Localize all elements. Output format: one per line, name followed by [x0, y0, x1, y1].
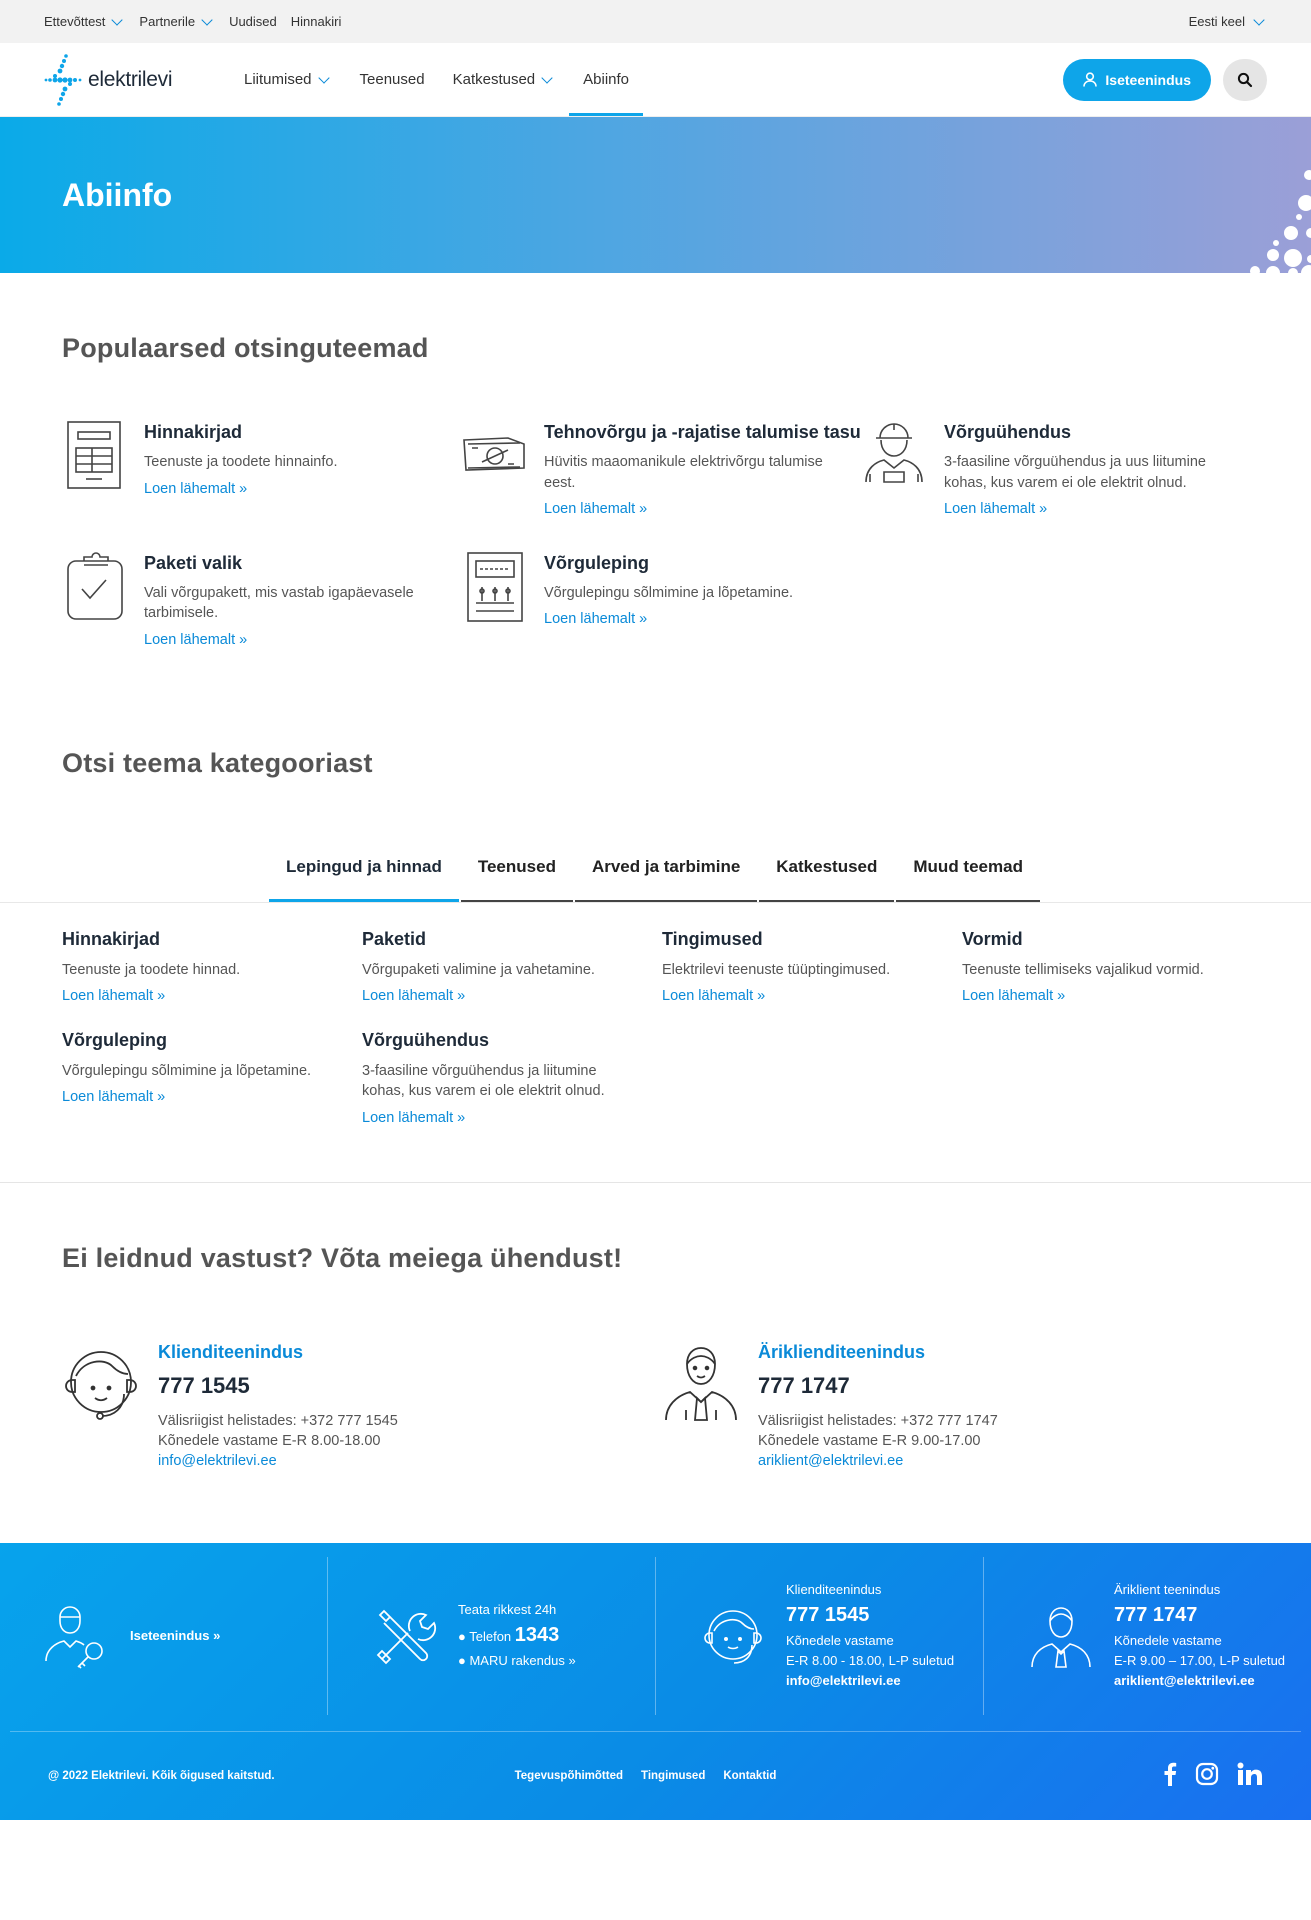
- section-title: Populaarsed otsinguteemad: [62, 333, 429, 363]
- footer-links: [515, 1770, 777, 1782]
- topbar-link-news[interactable]: [229, 14, 277, 29]
- search-button[interactable]: [1223, 59, 1267, 101]
- category-items-grid: [62, 929, 1249, 1126]
- footer-report-fault: [328, 1557, 656, 1715]
- category-item-title: Hinnakirjad: [62, 928, 161, 949]
- worker-icon: [862, 416, 926, 496]
- tab-lepingud-ja-hinnad[interactable]: Lepingud ja hinnad: [269, 849, 459, 902]
- meter-contract-icon: [462, 547, 526, 627]
- tab-muud-teemad[interactable]: Muud teemad: [896, 849, 1040, 902]
- topbar-link-label: Ettevõttest: [44, 14, 106, 29]
- nav-item-label: Abiinfo: [583, 71, 630, 88]
- topbar-link-partner[interactable]: [139, 14, 215, 29]
- topic-description: Hüvitis maaomanikule elektrivõrgu talumise eest.: [544, 454, 823, 491]
- topic-card: [62, 547, 462, 648]
- topic-description: Võrgulepingu sõlmimine ja lõpetamine.: [544, 585, 794, 602]
- self-service-button[interactable]: [1063, 59, 1211, 101]
- footer-business-title: Äriklient teenindus: [1114, 1581, 1221, 1597]
- user-key-icon: [42, 1601, 112, 1671]
- decorative-dots-icon: [1221, 163, 1311, 273]
- category-item-title: Vormid: [962, 928, 1023, 949]
- footer-business-hours-label: Kõnedele vastame: [1114, 1633, 1222, 1649]
- header-actions: [1063, 59, 1267, 101]
- read-more-link[interactable]: Loen lähemalt »: [962, 988, 1066, 1005]
- footer-business-phone[interactable]: 777 1747: [1114, 1604, 1198, 1627]
- self-service-label: Iseteenindus: [1105, 71, 1191, 88]
- footer-bottom: [10, 1731, 1301, 1820]
- topic-description: Vali võrgupakett, mis vastab igapäevasele tarbimisele.: [144, 585, 414, 622]
- nav-item-abiinfo[interactable]: [569, 43, 643, 116]
- tab-arved-ja-tarbimine[interactable]: Arved ja tarbimine: [575, 849, 757, 902]
- business-person-icon: [1026, 1601, 1096, 1671]
- contact-grid: [62, 1342, 1249, 1469]
- read-more-link[interactable]: Loen lähemalt »: [362, 988, 466, 1005]
- footer: [0, 1543, 1311, 1820]
- contact-hours: Kõnedele vastame E-R 9.00-17.00: [758, 1432, 981, 1449]
- footer-report-phone[interactable]: ● Telefon 1343: [458, 1624, 560, 1647]
- read-more-link[interactable]: Loen lähemalt »: [62, 988, 166, 1005]
- social-links: [1163, 1762, 1263, 1789]
- read-more-link[interactable]: Loen lähemalt »: [144, 631, 248, 648]
- main-nav: [230, 43, 643, 116]
- footer-link-terms[interactable]: Tingimused: [641, 1769, 706, 1782]
- category-tabs: [0, 849, 1311, 903]
- category-item: [62, 929, 362, 1004]
- read-more-link[interactable]: Loen lähemalt »: [544, 611, 648, 628]
- category-item-description: Võrgulepingu sõlmimine ja lõpetamine.: [62, 1063, 312, 1080]
- footer-self-service: [0, 1557, 328, 1715]
- category-item-description: Teenuste tellimiseks vajalikud vormid.: [962, 961, 1204, 978]
- logo-lightning-icon: [44, 52, 82, 108]
- page-title: Abiinfo: [62, 177, 173, 213]
- contact-card-customer: [62, 1342, 662, 1469]
- topbar-link-label: Partnerile: [139, 14, 196, 29]
- category-item-description: Teenuste ja toodete hinnad.: [62, 961, 241, 978]
- hero-banner: [0, 117, 1311, 273]
- business-person-icon: [662, 1342, 740, 1426]
- topic-card: [462, 416, 862, 517]
- topic-card: [862, 416, 1262, 517]
- read-more-link[interactable]: Loen lähemalt »: [362, 1109, 466, 1126]
- topic-card: [62, 416, 462, 517]
- search-icon: [1237, 72, 1253, 88]
- read-more-link[interactable]: Loen lähemalt »: [62, 1089, 166, 1106]
- read-more-link[interactable]: Loen lähemalt »: [144, 480, 248, 497]
- contact-email-link[interactable]: ariklient@elektrilevi.ee: [758, 1452, 904, 1469]
- footer-customer-text: [786, 1580, 954, 1692]
- copyright-text: @ 2022 Elektrilevi. Kõik õigused kaitstud.: [48, 1769, 275, 1782]
- chevron-down-icon: [318, 72, 329, 83]
- instagram-icon[interactable]: [1195, 1762, 1219, 1789]
- category-item-title: Võrguühendus: [362, 1030, 489, 1051]
- main-header: [0, 43, 1311, 117]
- tools-icon: [370, 1601, 440, 1671]
- category-item: [362, 929, 662, 1004]
- footer-maru-app-label: MARU rakendus »: [469, 1653, 576, 1669]
- footer-self-service-link[interactable]: Iseteenindus »: [130, 1627, 221, 1643]
- utility-bar: [0, 0, 1311, 43]
- nav-item-teenused[interactable]: [346, 43, 439, 116]
- category-item-description: 3-faasiline võrguühendus ja liitumine kohas, kus varem ei ole elektrit olnud.: [362, 1063, 605, 1100]
- topic-title: Võrguleping: [544, 552, 649, 573]
- read-more-link[interactable]: Loen lähemalt »: [662, 988, 766, 1005]
- topic-description: Teenuste ja toodete hinnainfo.: [144, 454, 338, 471]
- contact-card-business: [662, 1342, 1262, 1469]
- footer-customer-phone[interactable]: 777 1545: [786, 1604, 870, 1627]
- utility-links: [44, 14, 349, 29]
- contact-hours: Kõnedele vastame E-R 8.00-18.00: [158, 1432, 381, 1449]
- user-icon: [1083, 72, 1097, 87]
- footer-customer-title: Klienditeenindus: [786, 1581, 882, 1597]
- topic-title: Paketi valik: [144, 552, 243, 573]
- price-list-icon: [62, 416, 126, 496]
- contact-abroad-phone: Välisriigist helistades: +372 777 1545: [158, 1412, 398, 1429]
- topbar-link-company[interactable]: [44, 14, 125, 29]
- language-label: Eesti keel: [1188, 14, 1245, 29]
- chevron-down-icon: [1253, 14, 1264, 25]
- footer-customer-email[interactable]: info@elektrilevi.ee: [786, 1673, 901, 1689]
- topbar-link-pricelist[interactable]: [291, 14, 342, 29]
- read-more-link[interactable]: Loen lähemalt »: [944, 500, 1048, 517]
- banknote-icon: [462, 416, 526, 496]
- footer-columns: [0, 1543, 1311, 1731]
- contact-section: [0, 1183, 1311, 1543]
- category-item-description: Elektrilevi teenuste tüüptingimused.: [662, 961, 891, 978]
- contact-abroad-phone: Välisriigist helistades: +372 777 1747: [758, 1412, 998, 1429]
- category-item-title: Tingimused: [662, 928, 763, 949]
- logo-text: elektrilevi: [88, 67, 173, 91]
- footer-phone-number: 1343: [514, 1624, 560, 1647]
- headset-agent-icon: [62, 1342, 140, 1426]
- contact-title: Klienditeenindus: [158, 1341, 304, 1362]
- tab-katkestused[interactable]: Katkestused: [759, 849, 894, 902]
- linkedin-icon[interactable]: [1237, 1762, 1263, 1789]
- topic-card: [462, 547, 862, 648]
- footer-phone-label: Telefon: [469, 1629, 512, 1645]
- footer-business-service: [984, 1557, 1311, 1715]
- category-item: [662, 929, 962, 1004]
- chevron-down-icon: [201, 14, 212, 25]
- facebook-icon[interactable]: [1163, 1762, 1177, 1789]
- footer-link-policy[interactable]: Tegevuspõhimõtted: [514, 1769, 624, 1782]
- footer-business-text: [1114, 1580, 1285, 1692]
- nav-item-liitumised[interactable]: [230, 43, 346, 116]
- contact-phone[interactable]: 777 1545: [158, 1372, 250, 1398]
- section-title: Otsi teema kategooriast: [62, 747, 373, 778]
- footer-business-hours: E-R 9.00 – 17.00, L-P suletud: [1114, 1653, 1286, 1669]
- logo[interactable]: [44, 52, 204, 108]
- footer-report-title: Teata rikkest 24h: [458, 1602, 557, 1618]
- footer-link-contacts[interactable]: Kontaktid: [723, 1769, 777, 1782]
- read-more-link[interactable]: Loen lähemalt »: [544, 500, 648, 517]
- category-search: [0, 648, 1311, 1126]
- tab-teenused[interactable]: Teenused: [461, 849, 573, 902]
- nav-item-label: Liitumised: [244, 71, 312, 88]
- topic-description: 3-faasiline võrguühendus ja uus liitumine kohas, kus varem ei ole elektrit olnud.: [944, 454, 1206, 491]
- nav-item-katkestused[interactable]: [439, 43, 570, 116]
- chevron-down-icon: [541, 72, 552, 83]
- category-item-title: Paketid: [362, 928, 427, 949]
- contact-title: Äriklienditeenindus: [758, 1341, 926, 1362]
- topbar-link-label: Hinnakiri: [290, 14, 342, 29]
- footer-customer-hours-label: Kõnedele vastame: [786, 1633, 894, 1649]
- clipboard-check-icon: [62, 547, 126, 627]
- topbar-link-label: Uudised: [229, 14, 277, 29]
- category-item-description: Võrgupaketi valimine ja vahetamine.: [362, 961, 595, 978]
- footer-report-text: [458, 1600, 576, 1671]
- nav-item-label: Teenused: [359, 71, 425, 88]
- popular-topics-grid: [62, 416, 1249, 648]
- topic-title: Tehnovõrgu ja -rajatise talumise tasu: [544, 422, 861, 442]
- topic-title: Võrguühendus: [944, 422, 1071, 442]
- footer-business-email[interactable]: ariklient@elektrilevi.ee: [1114, 1673, 1255, 1689]
- nav-item-label: Katkestused: [452, 71, 536, 88]
- category-item-title: Võrguleping: [62, 1030, 167, 1051]
- popular-topics: [0, 273, 1311, 648]
- language-selector[interactable]: [1189, 14, 1267, 29]
- contact-phone[interactable]: 777 1747: [758, 1372, 850, 1398]
- footer-customer-hours: E-R 8.00 - 18.00, L-P suletud: [786, 1653, 955, 1669]
- topic-title: Hinnakirjad: [144, 422, 243, 442]
- category-item: [362, 1030, 662, 1126]
- section-title: Ei leidnud vastust? Võta meiega ühendust!: [62, 1242, 623, 1273]
- footer-customer-service: [656, 1557, 984, 1715]
- contact-email-link[interactable]: info@elektrilevi.ee: [158, 1452, 277, 1469]
- chevron-down-icon: [112, 14, 123, 25]
- headset-agent-icon: [698, 1601, 768, 1671]
- footer-maru-app-link[interactable]: ● MARU rakendus »: [458, 1653, 576, 1669]
- category-item: [62, 1030, 362, 1126]
- category-item: [962, 929, 1262, 1004]
